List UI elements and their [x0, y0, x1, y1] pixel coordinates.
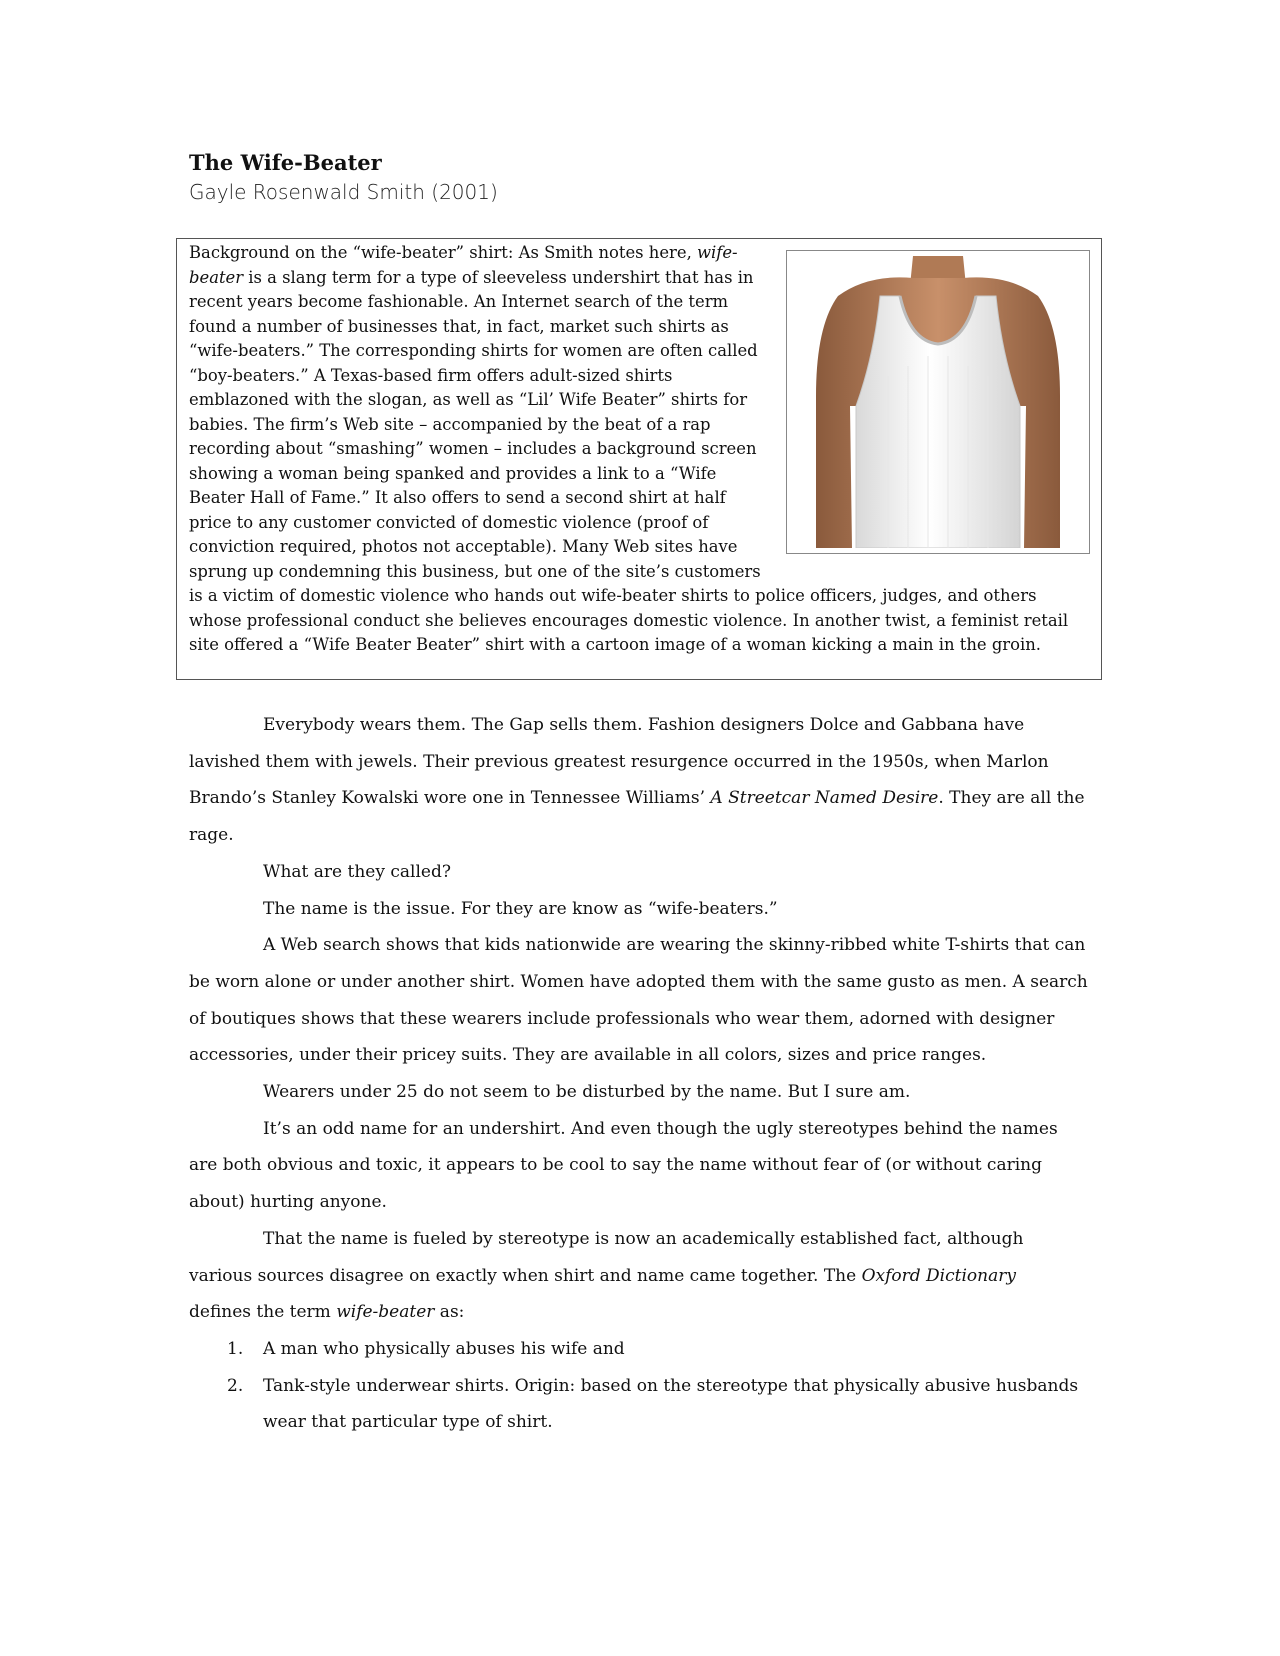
background-lead: Background on the “wife-beater” shirt: As Smith notes here, — [189, 243, 697, 262]
paragraph-2: What are they called? — [263, 861, 451, 882]
paragraph-8-text: defines the term — [189, 1302, 337, 1323]
paragraph-8-end: as: — [434, 1302, 465, 1323]
play-title: A Streetcar Named Desire — [710, 788, 939, 809]
definition-text: Tank-style underwear shirts. Origin: based on the stereotype that physically abusive husbands wear that particular type of shirt. — [263, 1375, 1079, 1433]
definition-list — [189, 1331, 1089, 1441]
paragraph-8 — [189, 1294, 1089, 1331]
definition-number: 2. — [227, 1375, 244, 1396]
background-text: is a slang term for a type of sleeveless undershirt that has in recent years become fashionable. An Internet search of the term found a number of businesses that, in fact, market such shirts as “wife-beaters.” The corresponding shirts for women are often called “boy-beaters.” A Texas-based firm offers adult-sized shirts emblazoned with the slogan, as well as “Lil’ Wife Beater” shirts for babies. The firm’s Web site – accompanied by the beat of a rap recording about “smashing” women – includes a background screen showing a woman being spanked and provides a link to a “Wife Beater Hall of Fame.” It also offers to send a second shirt at half price to any customer convicted of domestic violence (proof of conviction required, photos not acceptable). Many Web sites have sprung up condemning this business, but one of the site’s customers is a victim of domestic violence who hands out wife-beater shirts to police officers, judges, and others whose professional conduct she believes encourages domestic violence. In another twist, a feminist retail site offered a “Wife Beater Beater” shirt with a cartoon image of a woman kicking a main in the groin. — [189, 267, 1069, 654]
definition-number: 1. — [227, 1338, 244, 1359]
defined-term: wife-beater — [336, 1302, 435, 1323]
paragraph-6: It’s an odd name for an undershirt. And even though the ugly stereotypes behind the names are both obvious and toxic, it appears to be cool to say the name without fear of (or without caring about) hurting anyone. — [189, 1118, 1058, 1213]
paragraph-1 — [189, 707, 1089, 854]
paragraph-7-text: That the name is fueled by stereotype is now an academically established fact, although various sources disagree on exactly when shirt and name came together. The — [189, 1228, 1024, 1286]
paragraph-7 — [189, 1221, 1089, 1294]
definition-text: A man who physically abuses his wife and — [263, 1338, 625, 1359]
page-title: The Wife-Beater — [189, 150, 382, 175]
paragraph-4: A Web search shows that kids nationwide are wearing the skinny-ribbed white T-shirts that can be worn alone or under another shirt. Women have adopted them with the same gusto as men. A search of boutiques shows that these wearers include professionals who wear them, adorned with designer accessories, under their pricey suits. They are available in all colors, sizes and price ranges. — [189, 935, 1088, 1066]
paragraph-1-text: Everybody wears them. The Gap sells them. Fashion designers Dolce and Gabbana have lavished them with jewels. Their previous greatest resurgence occurred in the 1950s, when Marlon Brando’s Stanley Kowalski wore one in Tennessee Williams’ — [189, 715, 1049, 809]
essay-body — [189, 707, 1089, 1441]
paragraph-5: Wearers under 25 do not seem to be disturbed by the name. But I sure am. — [263, 1082, 911, 1103]
dictionary-name: Oxford Dictionary — [861, 1265, 1016, 1286]
paragraph-3: The name is the issue. For they are know as “wife-beaters.” — [263, 898, 778, 919]
author-line: Gayle Rosenwald Smith (2001) — [189, 180, 498, 204]
paragraph-1-end: . They are all the rage. — [189, 788, 1085, 846]
definition-item — [227, 1368, 1089, 1441]
background-term: wife-beater — [189, 243, 738, 287]
tank-top-illustration — [798, 256, 1078, 548]
background-box — [176, 238, 1102, 680]
tank-top-photo — [786, 250, 1090, 554]
definition-item — [227, 1331, 1089, 1368]
